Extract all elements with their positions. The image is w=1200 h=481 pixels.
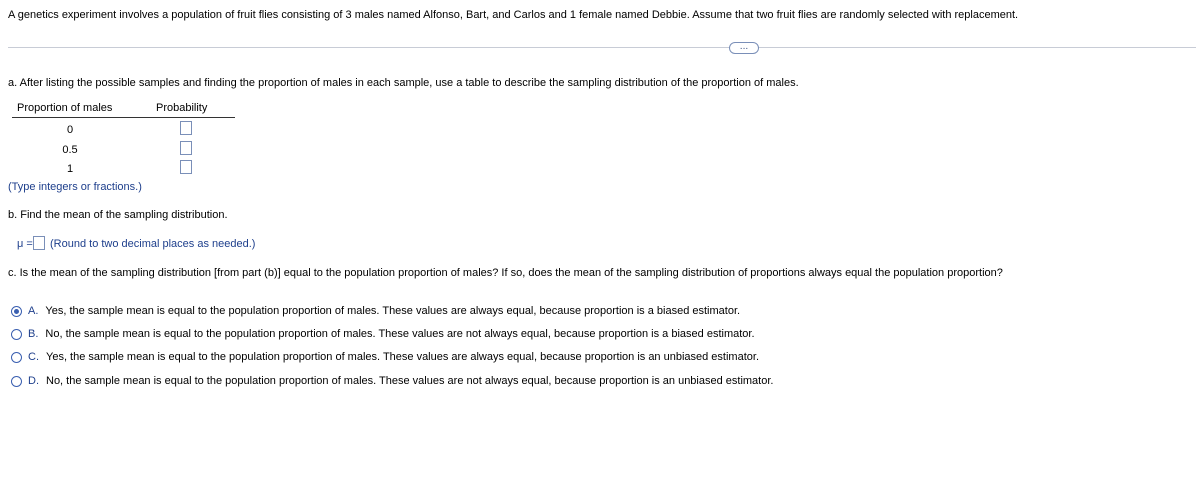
mu-input[interactable] <box>33 236 45 250</box>
option-text: No, the sample mean is equal to the population proportion of males. These values are not always equal, because proportion is a biased estimator. <box>45 328 755 340</box>
radio-icon[interactable] <box>11 329 22 340</box>
probability-input[interactable] <box>180 121 192 135</box>
show-more-button[interactable]: ... <box>729 42 759 54</box>
part-a-hint: (Type integers or fractions.) <box>8 181 142 193</box>
part-a-question: a. After listing the possible samples and finding the proportion of males in each sample, use a table to describe the sampling distribution of the proportion of males. <box>8 77 799 89</box>
mu-label: μ = <box>17 238 33 250</box>
option-d[interactable] <box>11 375 773 387</box>
probability-input[interactable] <box>180 141 192 155</box>
part-b-hint: (Round to two decimal places as needed.) <box>50 238 256 250</box>
part-b-question: b. Find the mean of the sampling distribution. <box>8 209 228 221</box>
option-letter: C. <box>28 351 39 363</box>
option-b[interactable] <box>11 328 755 340</box>
option-letter: B. <box>28 328 39 340</box>
section-divider <box>8 47 1196 48</box>
radio-selected-icon[interactable] <box>11 306 22 317</box>
table-cell-proportion: 0 <box>66 124 74 136</box>
table-cell-proportion: 0.5 <box>62 144 78 156</box>
option-text: Yes, the sample mean is equal to the population proportion of males. These values are always equal, because proportion is a biased estimator. <box>45 305 741 317</box>
column-header-proportion: Proportion of males <box>17 102 113 114</box>
radio-icon[interactable] <box>11 352 22 363</box>
column-header-probability: Probability <box>156 102 208 114</box>
option-text: Yes, the sample mean is equal to the population proportion of males. These values are always equal, because proportion is an unbiased estimator. <box>46 351 759 363</box>
problem-intro: A genetics experiment involves a population of fruit flies consisting of 3 males named Alfonso, Bart, and Carlos and 1 female named Debbie. Assume that two fruit flies are randomly selected with replacement. <box>8 9 1019 21</box>
table-cell-proportion: 1 <box>66 163 74 175</box>
radio-icon[interactable] <box>11 376 22 387</box>
option-a[interactable] <box>11 305 740 317</box>
probability-input[interactable] <box>180 160 192 174</box>
option-text: No, the sample mean is equal to the population proportion of males. These values are not always equal, because proportion is an unbiased estimator. <box>46 375 774 387</box>
option-letter: A. <box>28 305 39 317</box>
option-letter: D. <box>28 375 39 387</box>
part-c-question: c. Is the mean of the sampling distribution [from part (b)] equal to the population proportion of males? If so, does the mean of the sampling distribution of proportions always equal the population proportion? <box>8 267 1003 279</box>
option-c[interactable] <box>11 351 759 363</box>
table-header-rule <box>12 117 235 118</box>
